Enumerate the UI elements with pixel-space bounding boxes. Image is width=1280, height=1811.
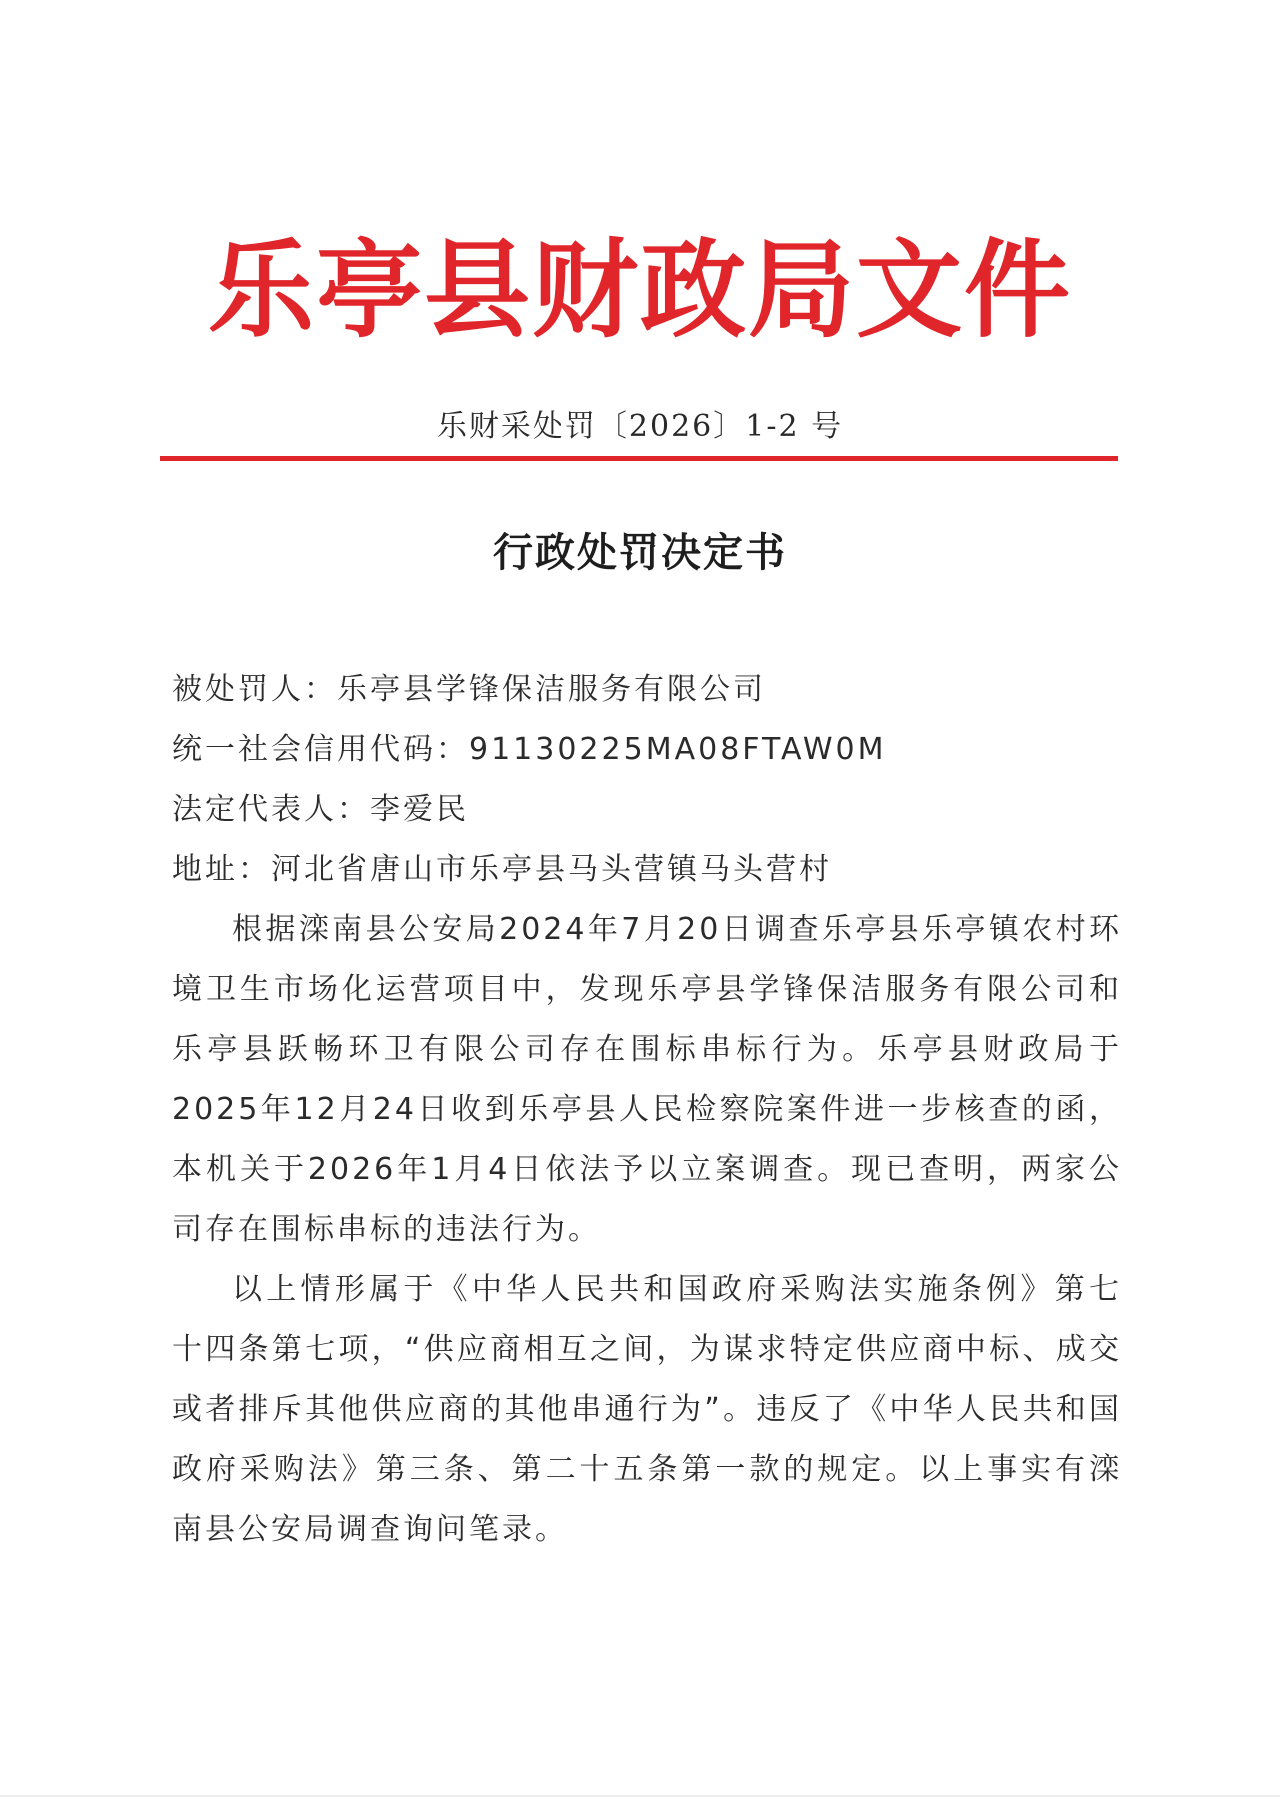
red-divider-line (160, 456, 1118, 461)
penalized-party-label: 被处罚人： (172, 672, 337, 707)
address-label: 地址： (172, 852, 271, 887)
document-title: 行政处罚决定书 (493, 529, 787, 576)
penalized-party-value: 乐亭县学锋保洁服务有限公司 (337, 672, 766, 707)
body-paragraph: 以上情形属于《中华人民共和国政府采购法实施条例》第七十四条第七项，“供应商相互之间，为谋求特定供应商中标、成交或者排斥其他供应商的其他串通行为”。违反了《中华人民共和国政府采购法》第三条、第二十五条第一款的规定。以上事实有滦南县公安局调查询问笔录。 (172, 1272, 1122, 1547)
page-bottom-edge (0, 1795, 1280, 1797)
document-body (172, 660, 1122, 1560)
legal-representative-line (172, 780, 1122, 840)
masthead-title: 乐亭县财政局文件 (208, 227, 1072, 352)
legal-representative-value: 李爱民 (370, 792, 469, 827)
legal-representative-label: 法定代表人： (172, 792, 370, 827)
address-value: 河北省唐山市乐亭县马头营镇马头营村 (271, 852, 832, 887)
penalized-party-line (172, 660, 1122, 720)
body-paragraph: 根据滦南县公安局2024年7月20日调查乐亭县乐亭镇农村环境卫生市场化运营项目中，发现乐亭县学锋保洁服务有限公司和乐亭县跃畅环卫有限公司存在围标串标行为。乐亭县财政局于2025年12月24日收到乐亭县人民检察院案件进一步核查的函，本机关于2026年1月4日依法予以立案调查。现已查明，两家公司存在围标串标的违法行为。 (172, 912, 1122, 1247)
credit-code-line (172, 720, 1122, 780)
document-number: 乐财采处罚〔2026〕1-2 号 (436, 409, 844, 444)
credit-code-label: 统一社会信用代码： (172, 732, 469, 767)
address-line (172, 840, 1122, 900)
credit-code-value: 91130225MA08FTAW0M (469, 732, 887, 767)
